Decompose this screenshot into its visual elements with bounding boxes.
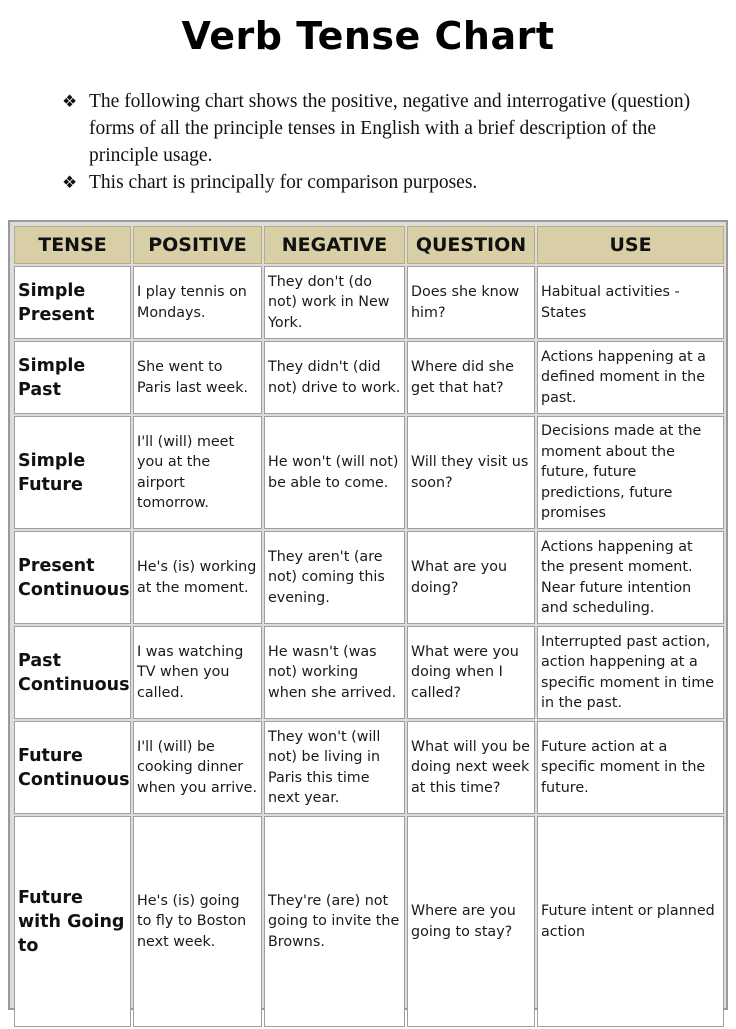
- tense-cell: Future with Going to: [14, 816, 131, 1027]
- negative-cell: They won't (will not) be living in Paris this time next year.: [264, 721, 405, 814]
- intro-bullet: [62, 88, 730, 169]
- positive-cell: I'll (will) be cooking dinner when you arrive.: [133, 721, 262, 814]
- table-row: [14, 721, 724, 814]
- header-question: QUESTION: [407, 226, 535, 264]
- header-tense: TENSE: [14, 226, 131, 264]
- use-cell: Future intent or planned action: [537, 816, 724, 1027]
- diamond-bullet-icon: ❖: [62, 173, 78, 192]
- intro-text: The following chart shows the positive, negative and interrogative (question) forms of all the principle tenses in English with a brief description of the principle usage.: [89, 91, 691, 166]
- intro-text: This chart is principally for comparison purposes.: [89, 172, 478, 193]
- negative-cell: He wasn't (was not) working when she arrived.: [264, 626, 405, 719]
- diamond-bullet-icon: ❖: [62, 92, 78, 111]
- table-row: [14, 266, 724, 339]
- question-cell: What are you doing?: [407, 531, 535, 624]
- question-cell: Where did she get that hat?: [407, 341, 535, 414]
- question-cell: What will you be doing next week at this time?: [407, 721, 535, 814]
- table-header-row: [14, 226, 724, 264]
- intro-list: [62, 88, 730, 196]
- use-cell: Actions happening at a defined moment in the past.: [537, 341, 724, 414]
- tense-cell: Simple Past: [14, 341, 131, 414]
- question-cell: Where are you going to stay?: [407, 816, 535, 1027]
- positive-cell: I'll (will) meet you at the airport tomorrow.: [133, 416, 262, 529]
- question-cell: Does she know him?: [407, 266, 535, 339]
- negative-cell: They're (are) not going to invite the Browns.: [264, 816, 405, 1027]
- table-row: [14, 626, 724, 719]
- positive-cell: He's (is) working at the moment.: [133, 531, 262, 624]
- table-row: [14, 816, 724, 1027]
- use-cell: Habitual activities - States: [537, 266, 724, 339]
- table-row: [14, 416, 724, 529]
- question-cell: What were you doing when I called?: [407, 626, 535, 719]
- header-negative: NEGATIVE: [264, 226, 405, 264]
- question-cell: Will they visit us soon?: [407, 416, 535, 529]
- positive-cell: He's (is) going to fly to Boston next week.: [133, 816, 262, 1027]
- tense-cell: Present Continuous: [14, 531, 131, 624]
- tense-cell: Simple Present: [14, 266, 131, 339]
- positive-cell: She went to Paris last week.: [133, 341, 262, 414]
- verb-tense-table-frame: [8, 220, 728, 1010]
- negative-cell: They didn't (did not) drive to work.: [264, 341, 405, 414]
- tense-cell: Past Continuous: [14, 626, 131, 719]
- use-cell: Interrupted past action, action happening at a specific moment in time in the past.: [537, 626, 724, 719]
- table-row: [14, 531, 724, 624]
- use-cell: Actions happening at the present moment. Near future intention and scheduling.: [537, 531, 724, 624]
- table-row: [14, 341, 724, 414]
- verb-tense-table: [12, 224, 726, 1029]
- tense-cell: Simple Future: [14, 416, 131, 529]
- use-cell: Future action at a specific moment in the future.: [537, 721, 724, 814]
- negative-cell: He won't (will not) be able to come.: [264, 416, 405, 529]
- positive-cell: I play tennis on Mondays.: [133, 266, 262, 339]
- positive-cell: I was watching TV when you called.: [133, 626, 262, 719]
- header-positive: POSITIVE: [133, 226, 262, 264]
- negative-cell: They don't (do not) work in New York.: [264, 266, 405, 339]
- tense-cell: Future Continuous: [14, 721, 131, 814]
- negative-cell: They aren't (are not) coming this evening.: [264, 531, 405, 624]
- intro-bullet: [62, 169, 730, 196]
- header-use: USE: [537, 226, 724, 264]
- page-title: Verb Tense Chart: [181, 14, 555, 58]
- use-cell: Decisions made at the moment about the future, future predictions, future promises: [537, 416, 724, 529]
